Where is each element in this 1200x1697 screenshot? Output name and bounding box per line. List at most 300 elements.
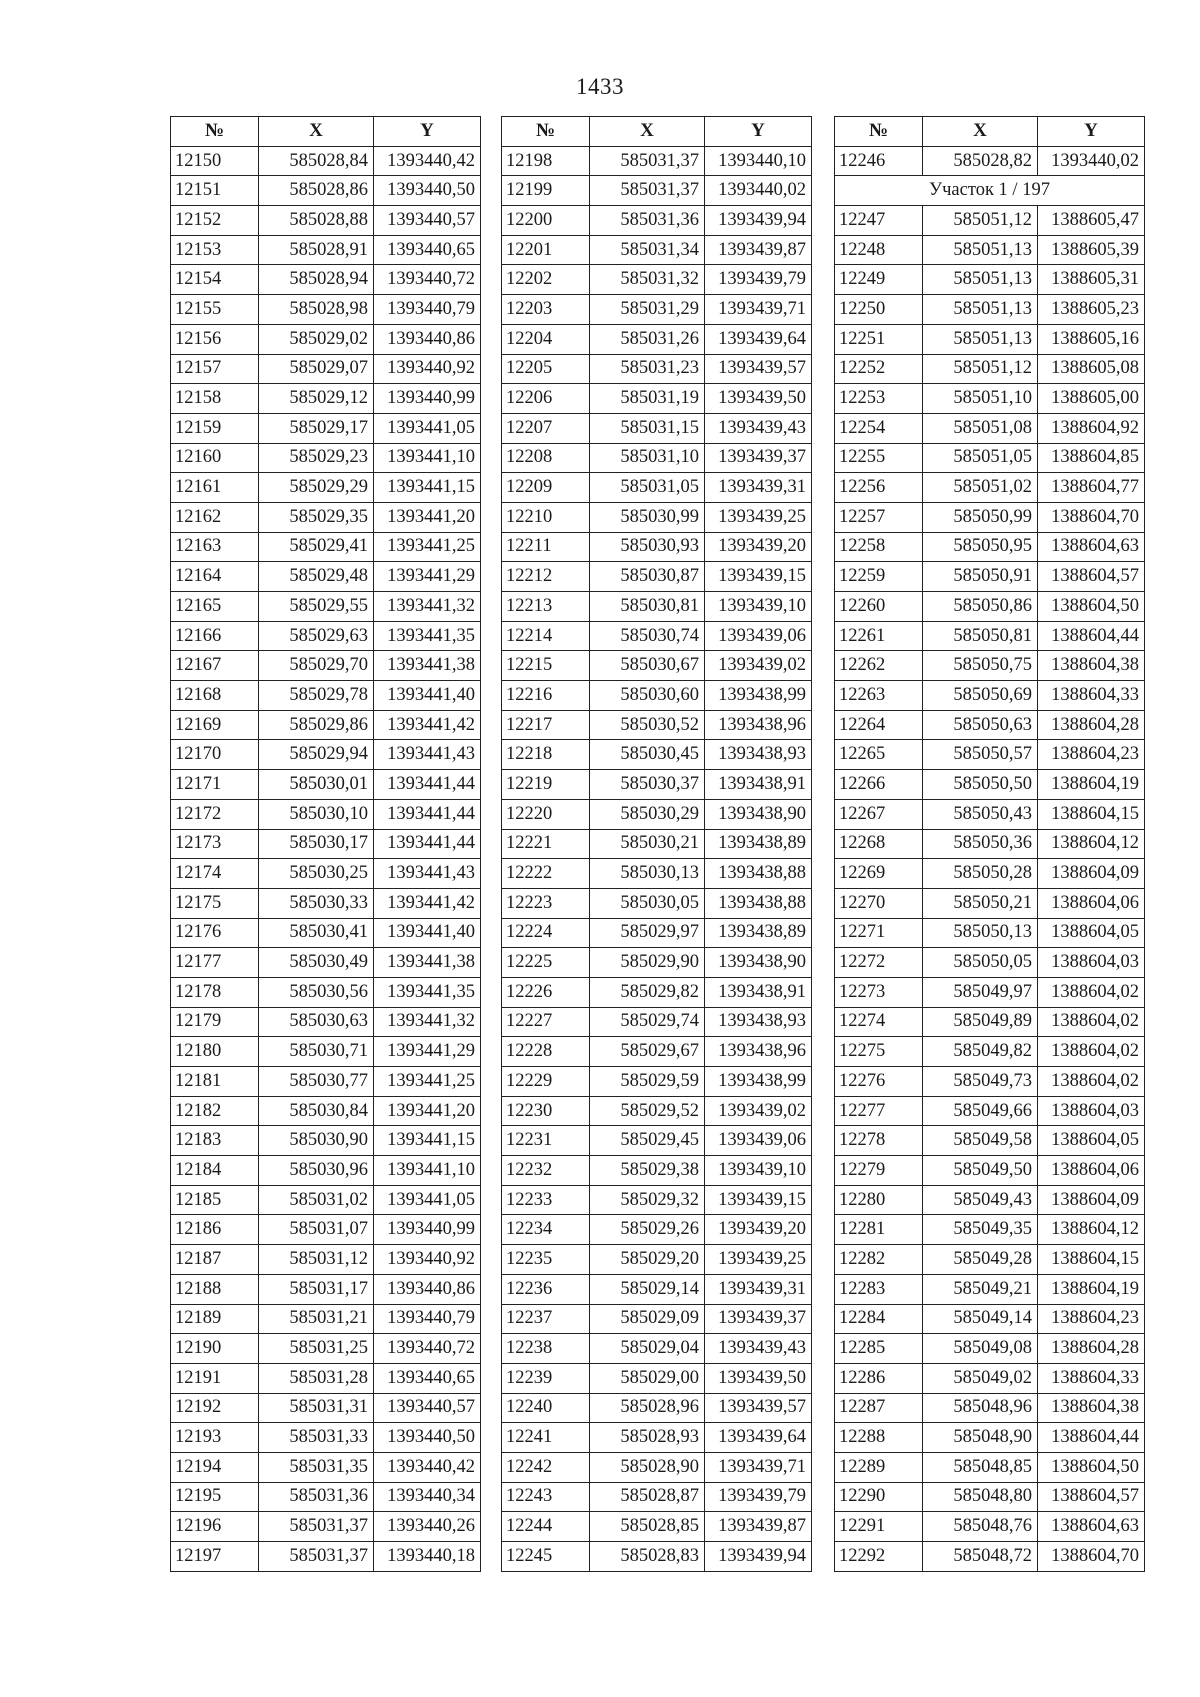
table-row — [171, 977, 481, 1007]
y-coordinate-cell: 1393438,93 — [705, 1007, 812, 1037]
table-row — [502, 1215, 812, 1245]
table-row — [502, 206, 812, 236]
y-coordinate-cell: 1388604,63 — [1038, 532, 1145, 562]
point-number-cell: 12274 — [835, 1007, 923, 1037]
y-coordinate-cell: 1393439,71 — [705, 295, 812, 325]
table-row — [502, 1512, 812, 1542]
section-row — [835, 176, 1145, 206]
table-row — [171, 592, 481, 622]
table-row — [502, 532, 812, 562]
table-row — [171, 888, 481, 918]
point-number-cell: 12185 — [171, 1185, 259, 1215]
y-coordinate-cell: 1393441,29 — [374, 1037, 481, 1067]
x-coordinate-cell: 585050,21 — [923, 888, 1038, 918]
table-row — [502, 265, 812, 295]
point-number-cell: 12181 — [171, 1067, 259, 1097]
point-number-cell: 12183 — [171, 1126, 259, 1156]
point-number-cell: 12234 — [502, 1215, 590, 1245]
x-coordinate-cell: 585029,04 — [590, 1334, 705, 1364]
table-row — [502, 1245, 812, 1275]
table-row — [835, 740, 1145, 770]
y-coordinate-cell: 1393441,10 — [374, 443, 481, 473]
y-coordinate-cell: 1388604,70 — [1038, 502, 1145, 532]
y-coordinate-cell: 1393440,34 — [374, 1482, 481, 1512]
y-coordinate-cell: 1393439,31 — [705, 1274, 812, 1304]
table-row — [502, 354, 812, 384]
point-number-cell: 12220 — [502, 799, 590, 829]
point-number-cell: 12158 — [171, 384, 259, 414]
y-coordinate-cell: 1388604,63 — [1038, 1512, 1145, 1542]
point-number-cell: 12165 — [171, 592, 259, 622]
table-row — [502, 384, 812, 414]
y-coordinate-cell: 1393441,35 — [374, 977, 481, 1007]
y-coordinate-cell: 1393438,89 — [705, 918, 812, 948]
page-number: 1433 — [576, 74, 624, 99]
y-coordinate-cell: 1393438,99 — [705, 681, 812, 711]
x-coordinate-cell: 585030,05 — [590, 888, 705, 918]
x-coordinate-cell: 585031,37 — [590, 176, 705, 206]
point-number-cell: 12264 — [835, 710, 923, 740]
table-row — [171, 740, 481, 770]
table-row — [171, 1363, 481, 1393]
point-number-cell: 12251 — [835, 324, 923, 354]
x-coordinate-cell: 585050,05 — [923, 948, 1038, 978]
x-coordinate-cell: 585031,17 — [259, 1274, 374, 1304]
table-row — [502, 1007, 812, 1037]
header-number: № — [502, 117, 590, 147]
y-coordinate-cell: 1393439,57 — [705, 354, 812, 384]
x-coordinate-cell: 585029,02 — [259, 324, 374, 354]
point-number-cell: 12169 — [171, 710, 259, 740]
table-row — [835, 1542, 1145, 1572]
point-number-cell: 12207 — [502, 413, 590, 443]
point-number-cell: 12275 — [835, 1037, 923, 1067]
point-number-cell: 12219 — [502, 770, 590, 800]
table-row — [835, 235, 1145, 265]
table-row — [171, 1007, 481, 1037]
x-coordinate-cell: 585031,07 — [259, 1215, 374, 1245]
table-row — [835, 1215, 1145, 1245]
x-coordinate-cell: 585031,37 — [259, 1512, 374, 1542]
table-row — [171, 948, 481, 978]
x-coordinate-cell: 585028,90 — [590, 1452, 705, 1482]
x-coordinate-cell: 585028,83 — [590, 1542, 705, 1572]
x-coordinate-cell: 585028,87 — [590, 1482, 705, 1512]
point-number-cell: 12258 — [835, 532, 923, 562]
y-coordinate-cell: 1393441,42 — [374, 888, 481, 918]
point-number-cell: 12269 — [835, 859, 923, 889]
y-coordinate-cell: 1393441,05 — [374, 1185, 481, 1215]
y-coordinate-cell: 1388605,31 — [1038, 265, 1145, 295]
point-number-cell: 12171 — [171, 770, 259, 800]
y-coordinate-cell: 1388604,06 — [1038, 1156, 1145, 1186]
point-number-cell: 12224 — [502, 918, 590, 948]
point-number-cell: 12184 — [171, 1156, 259, 1186]
point-number-cell: 12253 — [835, 384, 923, 414]
point-number-cell: 12193 — [171, 1423, 259, 1453]
point-number-cell: 12216 — [502, 681, 590, 711]
table-row — [171, 710, 481, 740]
x-coordinate-cell: 585031,02 — [259, 1185, 374, 1215]
point-number-cell: 12186 — [171, 1215, 259, 1245]
table-row — [835, 1126, 1145, 1156]
point-number-cell: 12157 — [171, 354, 259, 384]
x-coordinate-cell: 585051,13 — [923, 324, 1038, 354]
table-row — [835, 770, 1145, 800]
x-coordinate-cell: 585028,94 — [259, 265, 374, 295]
table-row — [835, 977, 1145, 1007]
x-coordinate-cell: 585029,97 — [590, 918, 705, 948]
y-coordinate-cell: 1388604,50 — [1038, 592, 1145, 622]
y-coordinate-cell: 1393440,86 — [374, 1274, 481, 1304]
x-coordinate-cell: 585028,93 — [590, 1423, 705, 1453]
y-coordinate-cell: 1393440,02 — [1038, 146, 1145, 176]
table-row — [171, 265, 481, 295]
table-row — [171, 354, 481, 384]
y-coordinate-cell: 1393439,50 — [705, 384, 812, 414]
point-number-cell: 12162 — [171, 502, 259, 532]
table-row — [171, 1067, 481, 1097]
y-coordinate-cell: 1393439,10 — [705, 592, 812, 622]
y-coordinate-cell: 1388605,16 — [1038, 324, 1145, 354]
x-coordinate-cell: 585030,87 — [590, 562, 705, 592]
point-number-cell: 12287 — [835, 1393, 923, 1423]
y-coordinate-cell: 1388604,19 — [1038, 770, 1145, 800]
x-coordinate-cell: 585031,12 — [259, 1245, 374, 1275]
table-header-row — [171, 117, 481, 147]
y-coordinate-cell: 1393441,32 — [374, 1007, 481, 1037]
x-coordinate-cell: 585050,43 — [923, 799, 1038, 829]
table-row — [171, 1393, 481, 1423]
point-number-cell: 12243 — [502, 1482, 590, 1512]
table-row — [835, 1393, 1145, 1423]
y-coordinate-cell: 1393438,88 — [705, 888, 812, 918]
x-coordinate-cell: 585030,37 — [590, 770, 705, 800]
point-number-cell: 12280 — [835, 1185, 923, 1215]
point-number-cell: 12206 — [502, 384, 590, 414]
point-number-cell: 12213 — [502, 592, 590, 622]
x-coordinate-cell: 585048,72 — [923, 1542, 1038, 1572]
y-coordinate-cell: 1393440,99 — [374, 1215, 481, 1245]
header-x: X — [590, 117, 705, 147]
table-row — [835, 1363, 1145, 1393]
point-number-cell: 12273 — [835, 977, 923, 1007]
x-coordinate-cell: 585030,52 — [590, 710, 705, 740]
point-number-cell: 12163 — [171, 532, 259, 562]
x-coordinate-cell: 585030,29 — [590, 799, 705, 829]
y-coordinate-cell: 1388604,05 — [1038, 1126, 1145, 1156]
point-number-cell: 12261 — [835, 621, 923, 651]
table-row — [835, 710, 1145, 740]
y-coordinate-cell: 1393439,43 — [705, 413, 812, 443]
x-coordinate-cell: 585028,91 — [259, 235, 374, 265]
y-coordinate-cell: 1393439,37 — [705, 1304, 812, 1334]
x-coordinate-cell: 585030,41 — [259, 918, 374, 948]
table-row — [171, 443, 481, 473]
point-number-cell: 12285 — [835, 1334, 923, 1364]
point-number-cell: 12249 — [835, 265, 923, 295]
point-number-cell: 12166 — [171, 621, 259, 651]
y-coordinate-cell: 1393439,25 — [705, 1245, 812, 1275]
x-coordinate-cell: 585028,82 — [923, 146, 1038, 176]
table-row — [502, 324, 812, 354]
y-coordinate-cell: 1393441,05 — [374, 413, 481, 443]
x-coordinate-cell: 585030,45 — [590, 740, 705, 770]
point-number-cell: 12227 — [502, 1007, 590, 1037]
x-coordinate-cell: 585030,74 — [590, 621, 705, 651]
point-number-cell: 12231 — [502, 1126, 590, 1156]
table-row — [171, 324, 481, 354]
x-coordinate-cell: 585029,48 — [259, 562, 374, 592]
point-number-cell: 12161 — [171, 473, 259, 503]
table-row — [502, 1482, 812, 1512]
y-coordinate-cell: 1393441,15 — [374, 473, 481, 503]
y-coordinate-cell: 1388604,03 — [1038, 1096, 1145, 1126]
point-number-cell: 12241 — [502, 1423, 590, 1453]
table-row — [171, 384, 481, 414]
y-coordinate-cell: 1393440,92 — [374, 1245, 481, 1275]
point-number-cell: 12202 — [502, 265, 590, 295]
y-coordinate-cell: 1393438,99 — [705, 1067, 812, 1097]
table-row — [171, 621, 481, 651]
table-row — [835, 384, 1145, 414]
point-number-cell: 12179 — [171, 1007, 259, 1037]
point-number-cell: 12199 — [502, 176, 590, 206]
point-number-cell: 12283 — [835, 1274, 923, 1304]
x-coordinate-cell: 585051,12 — [923, 354, 1038, 384]
table-row — [835, 1482, 1145, 1512]
table-row — [835, 681, 1145, 711]
y-coordinate-cell: 1388604,44 — [1038, 621, 1145, 651]
point-number-cell: 12153 — [171, 235, 259, 265]
x-coordinate-cell: 585029,41 — [259, 532, 374, 562]
point-number-cell: 12164 — [171, 562, 259, 592]
point-number-cell: 12262 — [835, 651, 923, 681]
x-coordinate-cell: 585050,81 — [923, 621, 1038, 651]
table-row — [835, 532, 1145, 562]
point-number-cell: 12266 — [835, 770, 923, 800]
point-number-cell: 12197 — [171, 1542, 259, 1572]
y-coordinate-cell: 1388604,50 — [1038, 1452, 1145, 1482]
x-coordinate-cell: 585030,71 — [259, 1037, 374, 1067]
x-coordinate-cell: 585029,94 — [259, 740, 374, 770]
table-row — [502, 681, 812, 711]
point-number-cell: 12292 — [835, 1542, 923, 1572]
point-number-cell: 12233 — [502, 1185, 590, 1215]
header-number: № — [171, 117, 259, 147]
x-coordinate-cell: 585028,98 — [259, 295, 374, 325]
point-number-cell: 12242 — [502, 1452, 590, 1482]
table-row — [502, 592, 812, 622]
x-coordinate-cell: 585029,09 — [590, 1304, 705, 1334]
table-row — [835, 1156, 1145, 1186]
y-coordinate-cell: 1393440,72 — [374, 265, 481, 295]
y-coordinate-cell: 1393440,57 — [374, 1393, 481, 1423]
x-coordinate-cell: 585030,93 — [590, 532, 705, 562]
y-coordinate-cell: 1388605,00 — [1038, 384, 1145, 414]
point-number-cell: 12225 — [502, 948, 590, 978]
table-row — [835, 799, 1145, 829]
y-coordinate-cell: 1388604,15 — [1038, 1245, 1145, 1275]
x-coordinate-cell: 585049,28 — [923, 1245, 1038, 1275]
y-coordinate-cell: 1393440,79 — [374, 1304, 481, 1334]
point-number-cell: 12188 — [171, 1274, 259, 1304]
x-coordinate-cell: 585049,97 — [923, 977, 1038, 1007]
header-y: Y — [1038, 117, 1145, 147]
point-number-cell: 12290 — [835, 1482, 923, 1512]
y-coordinate-cell: 1393441,44 — [374, 770, 481, 800]
y-coordinate-cell: 1393439,10 — [705, 1156, 812, 1186]
table-row — [171, 859, 481, 889]
x-coordinate-cell: 585031,36 — [590, 206, 705, 236]
x-coordinate-cell: 585030,21 — [590, 829, 705, 859]
coordinates-table-3 — [834, 116, 1145, 1572]
x-coordinate-cell: 585049,35 — [923, 1215, 1038, 1245]
table-row — [835, 621, 1145, 651]
y-coordinate-cell: 1393441,29 — [374, 562, 481, 592]
x-coordinate-cell: 585029,32 — [590, 1185, 705, 1215]
point-number-cell: 12232 — [502, 1156, 590, 1186]
x-coordinate-cell: 585031,21 — [259, 1304, 374, 1334]
x-coordinate-cell: 585031,29 — [590, 295, 705, 325]
table-row — [835, 859, 1145, 889]
y-coordinate-cell: 1393439,43 — [705, 1334, 812, 1364]
y-coordinate-cell: 1388604,12 — [1038, 1215, 1145, 1245]
table-row — [502, 1334, 812, 1364]
table-row — [835, 354, 1145, 384]
x-coordinate-cell: 585031,36 — [259, 1482, 374, 1512]
point-number-cell: 12214 — [502, 621, 590, 651]
x-coordinate-cell: 585031,32 — [590, 265, 705, 295]
point-number-cell: 12263 — [835, 681, 923, 711]
x-coordinate-cell: 585029,29 — [259, 473, 374, 503]
y-coordinate-cell: 1393440,26 — [374, 1512, 481, 1542]
y-coordinate-cell: 1393440,50 — [374, 176, 481, 206]
table-row — [171, 295, 481, 325]
x-coordinate-cell: 585028,85 — [590, 1512, 705, 1542]
x-coordinate-cell: 585029,12 — [259, 384, 374, 414]
y-coordinate-cell: 1388604,92 — [1038, 413, 1145, 443]
x-coordinate-cell: 585030,84 — [259, 1096, 374, 1126]
table-row — [502, 948, 812, 978]
table-row — [502, 1185, 812, 1215]
y-coordinate-cell: 1388604,33 — [1038, 681, 1145, 711]
y-coordinate-cell: 1393439,50 — [705, 1363, 812, 1393]
table-row — [171, 413, 481, 443]
x-coordinate-cell: 585050,50 — [923, 770, 1038, 800]
table-row — [835, 413, 1145, 443]
table-row — [171, 1215, 481, 1245]
x-coordinate-cell: 585029,14 — [590, 1274, 705, 1304]
table-row — [171, 651, 481, 681]
x-coordinate-cell: 585031,28 — [259, 1363, 374, 1393]
y-coordinate-cell: 1388604,06 — [1038, 888, 1145, 918]
y-coordinate-cell: 1388604,44 — [1038, 1423, 1145, 1453]
x-coordinate-cell: 585050,13 — [923, 918, 1038, 948]
table-row — [502, 562, 812, 592]
table-row — [171, 206, 481, 236]
y-coordinate-cell: 1393440,42 — [374, 146, 481, 176]
point-number-cell: 12277 — [835, 1096, 923, 1126]
point-number-cell: 12176 — [171, 918, 259, 948]
table-row — [835, 146, 1145, 176]
x-coordinate-cell: 585030,10 — [259, 799, 374, 829]
x-coordinate-cell: 585049,82 — [923, 1037, 1038, 1067]
y-coordinate-cell: 1393439,87 — [705, 1512, 812, 1542]
point-number-cell: 12156 — [171, 324, 259, 354]
y-coordinate-cell: 1393441,20 — [374, 502, 481, 532]
coordinates-table-1 — [170, 116, 481, 1572]
point-number-cell: 12229 — [502, 1067, 590, 1097]
table-row — [835, 1304, 1145, 1334]
table-row — [502, 1423, 812, 1453]
point-number-cell: 12180 — [171, 1037, 259, 1067]
x-coordinate-cell: 585029,45 — [590, 1126, 705, 1156]
x-coordinate-cell: 585030,99 — [590, 502, 705, 532]
point-number-cell: 12152 — [171, 206, 259, 236]
x-coordinate-cell: 585051,10 — [923, 384, 1038, 414]
point-number-cell: 12196 — [171, 1512, 259, 1542]
y-coordinate-cell: 1393440,18 — [374, 1542, 481, 1572]
table-row — [502, 1393, 812, 1423]
y-coordinate-cell: 1393439,15 — [705, 1185, 812, 1215]
point-number-cell: 12222 — [502, 859, 590, 889]
table-row — [502, 977, 812, 1007]
x-coordinate-cell: 585030,63 — [259, 1007, 374, 1037]
point-number-cell: 12255 — [835, 443, 923, 473]
x-coordinate-cell: 585031,23 — [590, 354, 705, 384]
table-row — [835, 1274, 1145, 1304]
point-number-cell: 12256 — [835, 473, 923, 503]
table-row — [835, 1185, 1145, 1215]
point-number-cell: 12205 — [502, 354, 590, 384]
y-coordinate-cell: 1393438,91 — [705, 770, 812, 800]
y-coordinate-cell: 1393439,06 — [705, 621, 812, 651]
point-number-cell: 12182 — [171, 1096, 259, 1126]
point-number-cell: 12195 — [171, 1482, 259, 1512]
x-coordinate-cell: 585029,52 — [590, 1096, 705, 1126]
table-row — [835, 324, 1145, 354]
y-coordinate-cell: 1388605,08 — [1038, 354, 1145, 384]
y-coordinate-cell: 1388605,39 — [1038, 235, 1145, 265]
y-coordinate-cell: 1393441,35 — [374, 621, 481, 651]
y-coordinate-cell: 1388604,70 — [1038, 1542, 1145, 1572]
x-coordinate-cell: 585029,63 — [259, 621, 374, 651]
x-coordinate-cell: 585030,01 — [259, 770, 374, 800]
table-row — [502, 1274, 812, 1304]
x-coordinate-cell: 585048,90 — [923, 1423, 1038, 1453]
y-coordinate-cell: 1388604,38 — [1038, 651, 1145, 681]
x-coordinate-cell: 585050,95 — [923, 532, 1038, 562]
table-row — [835, 1096, 1145, 1126]
table-row — [835, 651, 1145, 681]
y-coordinate-cell: 1388604,28 — [1038, 710, 1145, 740]
x-coordinate-cell: 585029,86 — [259, 710, 374, 740]
y-coordinate-cell: 1393441,20 — [374, 1096, 481, 1126]
table-row — [171, 1423, 481, 1453]
table-row — [502, 1304, 812, 1334]
x-coordinate-cell: 585050,57 — [923, 740, 1038, 770]
point-number-cell: 12237 — [502, 1304, 590, 1334]
table-row — [171, 1334, 481, 1364]
table-row — [171, 799, 481, 829]
point-number-cell: 12178 — [171, 977, 259, 1007]
x-coordinate-cell: 585030,67 — [590, 651, 705, 681]
point-number-cell: 12254 — [835, 413, 923, 443]
point-number-cell: 12154 — [171, 265, 259, 295]
x-coordinate-cell: 585030,96 — [259, 1156, 374, 1186]
table-row — [835, 829, 1145, 859]
